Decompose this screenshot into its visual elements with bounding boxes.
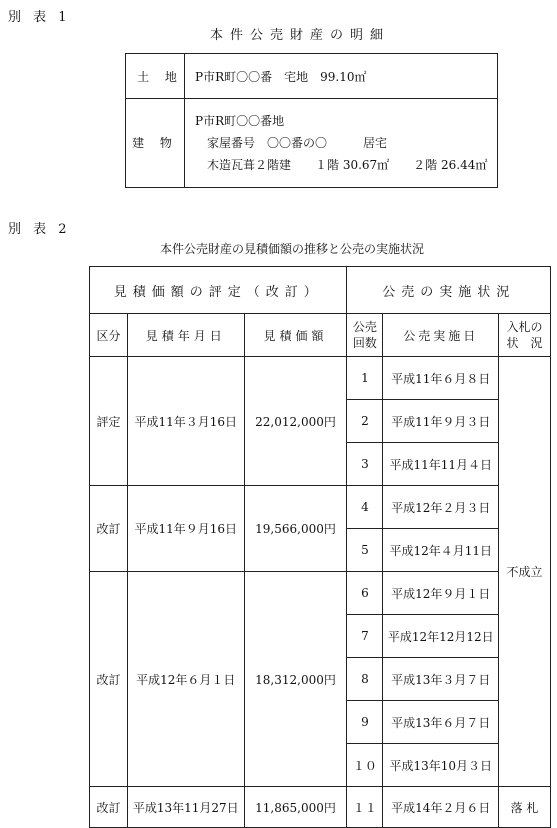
header-estimate-group: 見積価額の評定（改訂） <box>90 267 347 314</box>
sale-date: 平成11年11月４日 <box>383 443 499 486</box>
sale-date: 平成12年９月１日 <box>383 572 499 615</box>
table-row <box>90 486 551 529</box>
row-kubun: 改訂 <box>90 787 128 828</box>
row-kubun: 改訂 <box>90 572 128 787</box>
sale-count: 8 <box>347 658 383 701</box>
row-kubun: 改訂 <box>90 486 128 572</box>
sale-date: 平成13年10月３日 <box>383 744 499 787</box>
building-header: 建 物 <box>126 99 185 188</box>
row-estimate-date: 平成12年６月１日 <box>127 572 244 787</box>
annex2-title: 本件公売財産の見積価額の推移と公売の実施状況 <box>160 242 425 256</box>
col-estimate-price: 見積価額 <box>244 314 347 357</box>
header-sale-group: 公売の実施状況 <box>347 267 551 314</box>
row-estimate-date: 平成11年９月16日 <box>127 486 244 572</box>
estimate-history-table <box>89 266 551 828</box>
annex2-label: 別 表 2 <box>8 222 71 237</box>
table-row <box>90 357 551 400</box>
bid-result-unsold: 不成立 <box>499 357 551 787</box>
row-estimate-price: 19,566,000円 <box>244 486 347 572</box>
col-bid-result: 入札の 状 況 <box>499 314 551 357</box>
row-estimate-price: 11,865,000円 <box>244 787 347 828</box>
row-estimate-date: 平成11年３月16日 <box>127 357 244 486</box>
sale-date: 平成13年６月７日 <box>383 701 499 744</box>
col-sale-count: 公売 回数 <box>347 314 383 357</box>
row-estimate-price: 22,012,000円 <box>244 357 347 486</box>
row-estimate-price: 18,312,000円 <box>244 572 347 787</box>
building-line-3: 木造瓦葺２階建 １階 30.67㎡ ２階 26.44㎡ <box>207 158 488 172</box>
building-line-2: 家屋番号 〇〇番の〇 居宅 <box>207 136 388 150</box>
sale-count: 4 <box>347 486 383 529</box>
sale-date: 平成14年２月６日 <box>383 787 499 828</box>
sale-count: 1 <box>347 357 383 400</box>
sale-count: 5 <box>347 529 383 572</box>
sale-count: 6 <box>347 572 383 615</box>
building-line-1: P市R町〇〇番地 <box>195 114 285 128</box>
row-estimate-date: 平成13年11月27日 <box>127 787 244 828</box>
row-kubun: 評定 <box>90 357 128 486</box>
sale-date: 平成12年２月３日 <box>383 486 499 529</box>
sale-count: 9 <box>347 701 383 744</box>
col-kubun: 区分 <box>90 314 128 357</box>
building-value <box>185 99 498 188</box>
sale-count: 3 <box>347 443 383 486</box>
table-row <box>90 572 551 615</box>
sale-date: 平成12年12月12日 <box>383 615 499 658</box>
col-estimate-date: 見積年月日 <box>127 314 244 357</box>
col-sale-date: 公売実施日 <box>383 314 499 357</box>
property-detail-table <box>125 53 498 188</box>
land-value: P市R町〇〇番 宅地 99.10㎡ <box>185 54 498 99</box>
sale-count: 2 <box>347 400 383 443</box>
sale-count: 7 <box>347 615 383 658</box>
sale-date: 平成12年４月11日 <box>383 529 499 572</box>
sale-date: 平成11年９月３日 <box>383 400 499 443</box>
sale-count: １１ <box>347 787 383 828</box>
sale-date: 平成11年６月８日 <box>383 357 499 400</box>
land-header: 土 地 <box>126 54 185 99</box>
table-row <box>90 787 551 828</box>
bid-result-sold: 落 札 <box>499 787 551 828</box>
sale-date: 平成13年３月７日 <box>383 658 499 701</box>
annex1-label: 別 表 1 <box>8 10 71 25</box>
sale-count: １０ <box>347 744 383 787</box>
annex1-title: 本件公売財産の明細 <box>210 28 391 43</box>
